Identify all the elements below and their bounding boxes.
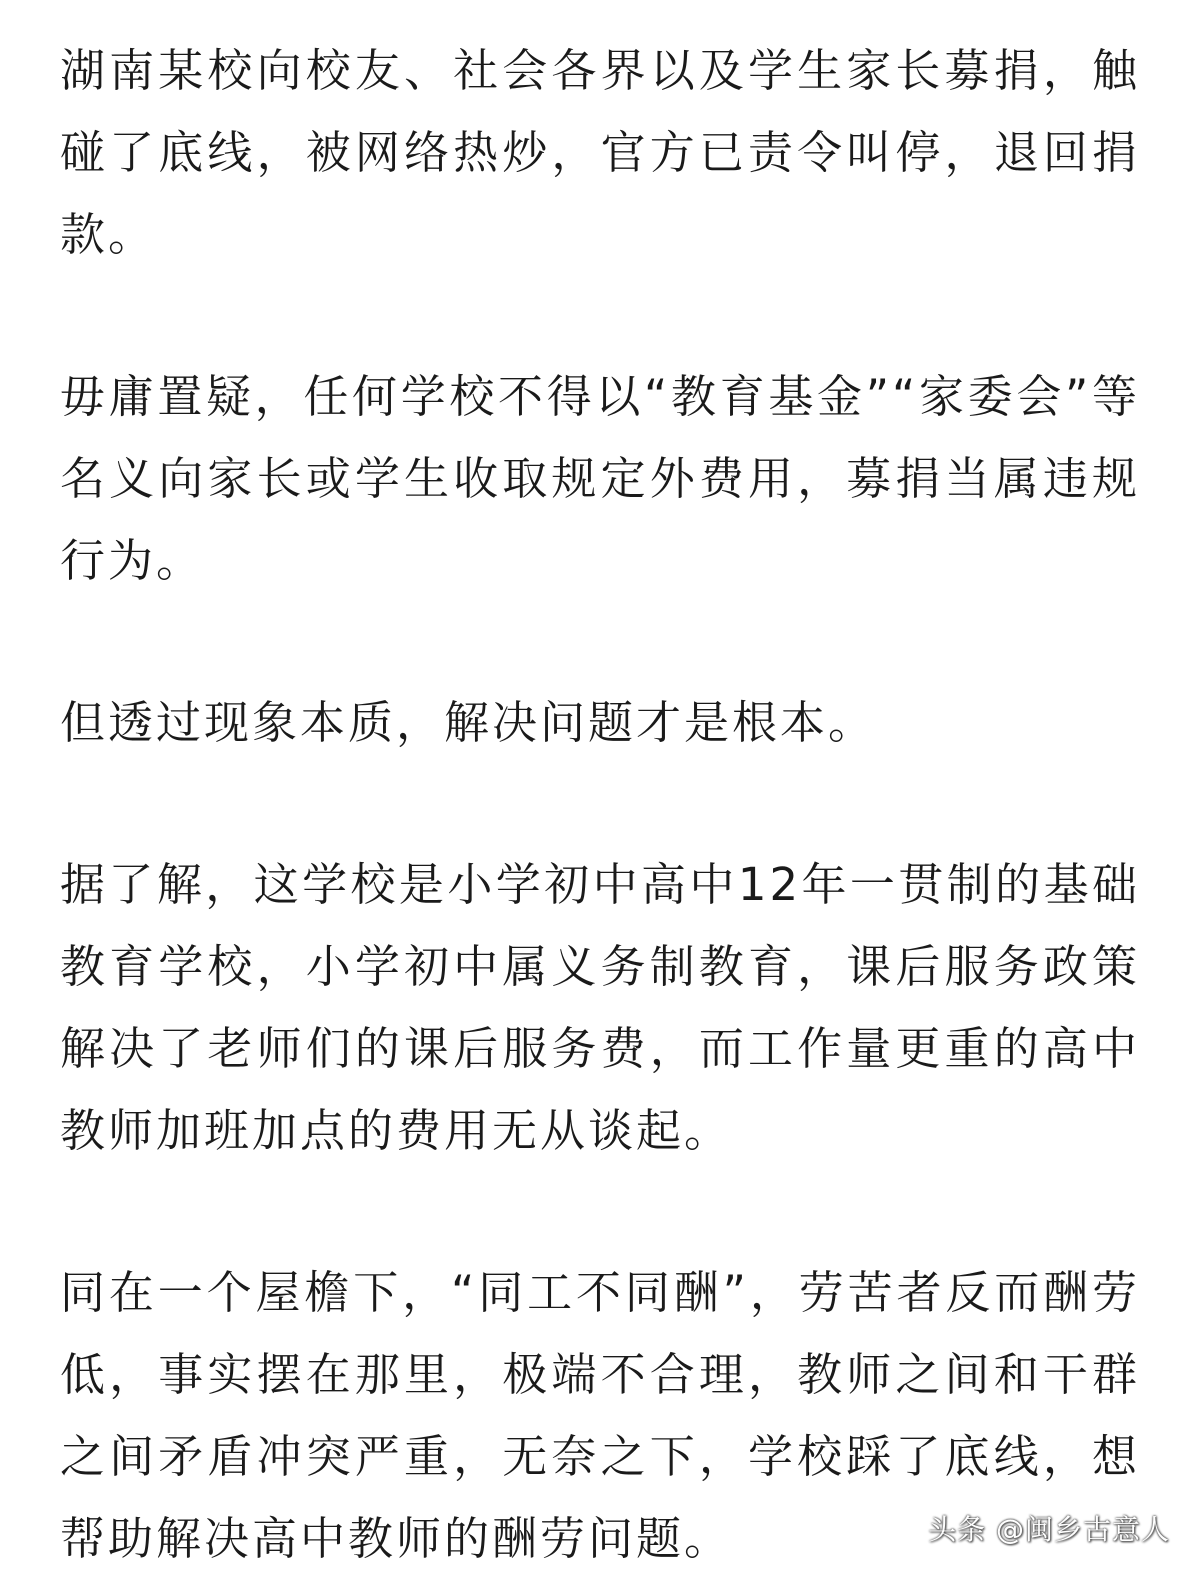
article-body (60, 30, 1140, 1580)
paragraph-4: 据了解，这学校是小学初中高中12年一贯制的基础教育学校，小学初中属义务制教育，课后服务政策解决了老师们的课后服务费，而工作量更重的高中教师加班加点的费用无从谈起。 (60, 858, 1140, 1157)
watermark: 头条 @闽乡古意人 (928, 1513, 1170, 1546)
paragraph-2: 毋庸置疑，任何学校不得以“教育基金”“家委会”等名义向家长或学生收取规定外费用，募捐当属违规行为。 (60, 370, 1140, 587)
paragraph-gap (60, 764, 1140, 844)
paragraph-gap (60, 1172, 1140, 1252)
paragraph-5: 同在一个屋檐下，“同工不同酬”，劳苦者反而酬劳低，事实摆在那里，极端不合理，教师之间和干群之间矛盾冲突严重，无奈之下，学校踩了底线，想帮助解决高中教师的酬劳问题。 (60, 1266, 1140, 1565)
paragraph-gap (60, 276, 1140, 356)
paragraph-3: 但透过现象本质，解决问题才是根本。 (60, 696, 877, 749)
paragraph-1: 湖南某校向校友、社会各界以及学生家长募捐，触碰了底线，被网络热炒，官方已责令叫停，退回捐款。 (60, 44, 1140, 261)
paragraph-gap (60, 602, 1140, 682)
